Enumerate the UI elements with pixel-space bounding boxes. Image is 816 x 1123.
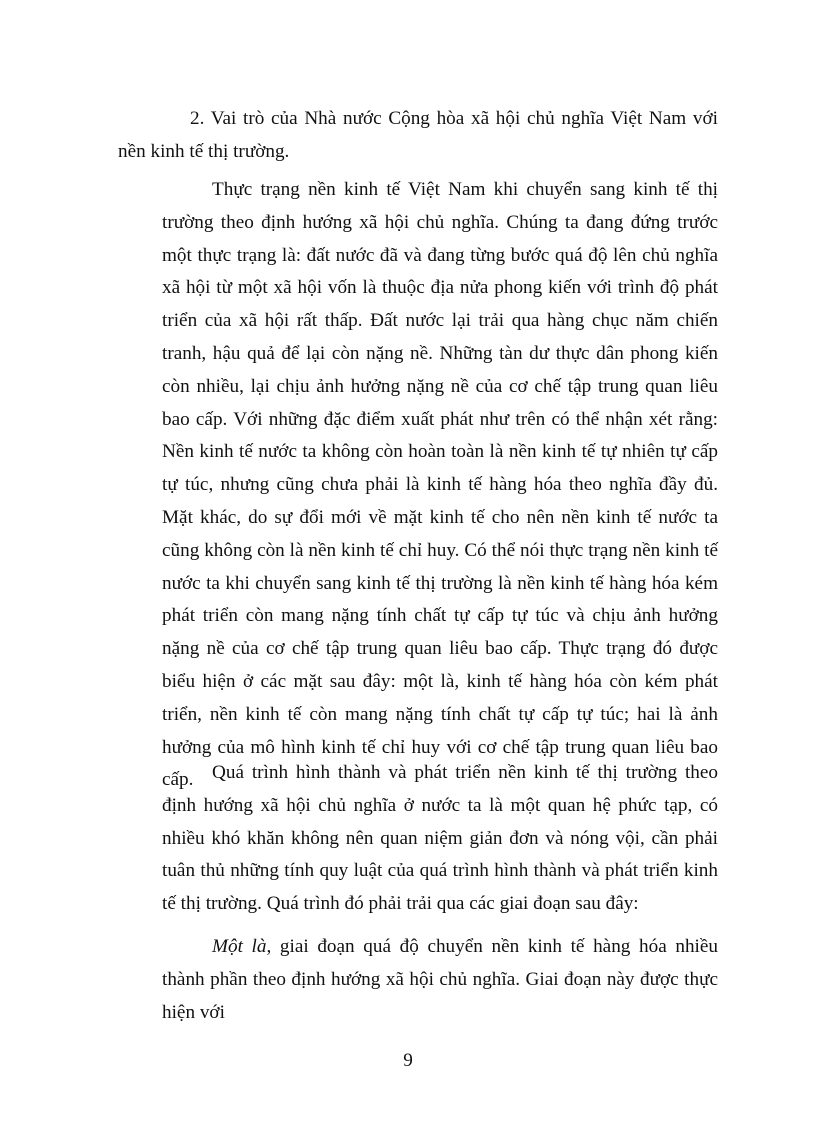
section-heading: 2. Vai trò của Nhà nước Cộng hòa xã hội chủ nghĩa Việt Nam với nền kinh tế thị trường. (118, 108, 718, 162)
paragraph-current-state: Thực trạng nền kinh tế Việt Nam khi chuyển sang kinh tế thị trường theo định hướng xã hội chủ nghĩa. Chúng ta đang đứng trước một thực trạng là: đất nước đã và đang từng bước quá độ lên chủ nghĩa xã hội từ một xã hội vốn là thuộc địa nửa phong kiến với trình độ phát triển của xã hội rất thấp. Đất nước lại trải qua hàng chục năm chiến tranh, hậu quả để lại còn nặng nề. Những tàn dư thực dân phong kiến còn nhiều, lại chịu ảnh hưởng nặng nề của cơ chế tập trung quan liêu bao cấp. Với những đặc điểm xuất phát như trên có thể nhận xét rằng: Nền kinh tế nước ta không còn hoàn toàn là nền kinh tế tự nhiên tự cấp tự túc, nhưng cũng chưa phải là kinh tế hàng hóa theo nghĩa đầy đủ. Mặt khác, do sự đổi mới về mặt kinh tế cho nên nền kinh tế nước ta cũng không còn là nền kinh tế chỉ huy. Có thể nói thực trạng nền kinh tế nước ta khi chuyển sang kinh tế thị trường là nền kinh tế hàng hóa kém phát triển còn mang nặng tính chất tự cấp tự túc và chịu ảnh hưởng nặng nề của cơ chế tập trung quan liêu bao cấp. Thực trạng đó được biểu hiện ở các mặt sau đây: một là, kinh tế hàng hóa còn kém phát triển, nền kinh tế còn mang nặng tính chất tự cấp tự túc; hai là ảnh hưởng của mô hình kinh tế chỉ huy với cơ chế tập trung quan liêu bao cấp. (162, 179, 718, 791)
stage-one-text: , giai đoạn quá độ chuyển nền kinh tế hàng hóa nhiều thành phần theo định hướng xã hội chủ nghĩa. Giai đoạn này được thực hiện với (162, 936, 718, 1023)
paragraph-formation-process: Quá trình hình thành và phát triển nền kinh tế thị trường theo định hướng xã hội chủ nghĩa ở nước ta là một quan hệ phức tạp, có nhiều khó khăn không nên quan niệm giản đơn và nóng vội, cần phải tuân thủ những tính quy luật của quá trình hình thành và phát triển kinh tế thị trường. Quá trình đó phải trải qua các giai đoạn sau đây: (162, 762, 718, 915)
page-number: 9 (403, 1050, 413, 1071)
paragraph-stage-one (162, 931, 718, 1029)
stage-one-label: Một là (212, 936, 267, 957)
